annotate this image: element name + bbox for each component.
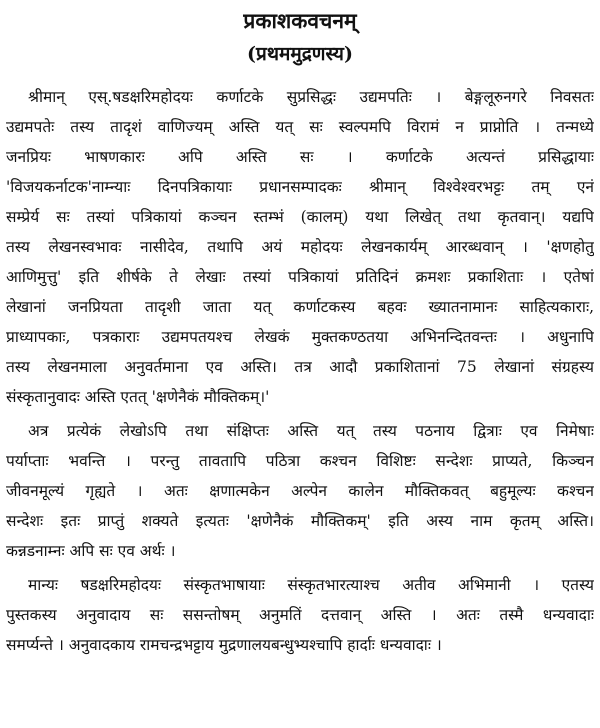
paragraph-line: 'विजयकर्नाटक'नाम्न्याः दिनपत्रिकायाः प्रधानसम्पादकः श्रीमान् विश्वेश्वरभट्टः तम् एनं	[6, 178, 594, 196]
paragraph-line: आणिमुत्तु' इति शीर्षके ते लेखाः तस्यां पत्रिकायां प्रतिदिनं क्रमशः प्रकाशिताः । एतेषां	[6, 268, 594, 286]
paragraph-line: कन्नडनाम्नः अपि सः एव अर्थः ।	[6, 542, 176, 560]
paragraph-line: उद्यमपतेः तस्य तादृशं वाणिज्यम् अस्ति यत् सः स्वल्पमपि विरामं न प्राप्नोति । तन्मध्ये	[6, 118, 594, 136]
paragraph-2	[6, 416, 594, 566]
paragraph-line: जीवनमूल्यं गृह्यते । अतः क्षणात्मकेन अल्पेन कालेन मौक्तिकवत् बहुमूल्यः कश्चन	[6, 482, 594, 500]
paragraph-line: लेखानां जनप्रियता तादृशी जाता यत् कर्णाटकस्य बहवः ख्यातनामानः साहित्यकाराः,	[6, 298, 594, 316]
paragraph-line: प्राध्यापकाः, पत्रकाराः उद्यमपतयश्च लेखकं मुक्तकण्ठतया अभिनन्दितवन्तः । अधुनापि	[6, 328, 594, 346]
paragraph-line: सम्प्रेर्य सः तस्यां पत्रिकायां कञ्चन स्तम्भं (कालम्) यथा लिखेत् तथा कृतवान्। यद्यपि	[6, 208, 594, 226]
paragraph-line: संस्कृतानुवादः अस्ति एतत् 'क्षणेनैकं मौक्तिकम्।'	[6, 388, 270, 406]
paragraph-3	[6, 570, 594, 660]
paragraph-line: पर्याप्ताः भवन्ति । परन्तु तावतापि पठित्रा कश्चन विशिष्टः सन्देशः प्राप्यते, किञ्चन	[6, 452, 594, 470]
page-title: प्रकाशकवचनम्	[243, 8, 357, 33]
paragraph-line: श्रीमान् एस्.षडक्षरिमहोदयः कर्णाटके सुप्रसिद्धः उद्यमपतिः । बेङ्गलूरुनगरे निवसतः	[28, 88, 594, 106]
paragraph-line: जनप्रियः भाषणकारः अपि अस्ति सः । कर्णाटके अत्यन्तं प्रसिद्धायाः	[6, 148, 594, 166]
paragraph-line: तस्य लेखनमाला अनुवर्तमाना एव अस्ति। तत्र आदौ प्रकाशितानां 75 लेखानां संग्रहस्य	[6, 358, 594, 376]
page-subtitle: (प्रथममुद्रणस्य)	[247, 43, 353, 65]
paragraph-line: अत्र प्रत्येकं लेखोऽपि तथा संक्षिप्तः अस्ति यत् तस्य पठनाय द्वित्राः एव निमेषाः	[28, 422, 594, 440]
paragraph-line: पुस्तकस्य अनुवादाय सः ससन्तोषम् अनुमतिं दत्तवान् अस्ति । अतः तस्मै धन्यवादाः	[6, 606, 594, 624]
paragraph-line: सन्देशः इतः प्राप्तुं शक्यते इत्यतः 'क्षणेनैकं मौक्तिकम्' इति अस्य नाम कृतम् अस्ति।	[6, 512, 594, 530]
paragraph-line: तस्य लेखनस्वभावः नासीदेव, तथापि अयं महोदयः लेखनकार्यम् आरब्धवान् । 'क्षणहोतु	[6, 238, 594, 256]
paragraph-line: समर्प्यन्ते । अनुवादकाय रामचन्द्रभट्टाय मुद्रणालयबन्धुभ्यश्चापि हार्दाः धन्यवादाः ।	[6, 636, 442, 654]
paragraph-1	[6, 82, 594, 412]
paragraph-line: मान्यः षडक्षरिमहोदयः संस्कृतभाषायाः संस्कृतभारत्याश्च अतीव अभिमानी । एतस्य	[28, 576, 594, 594]
